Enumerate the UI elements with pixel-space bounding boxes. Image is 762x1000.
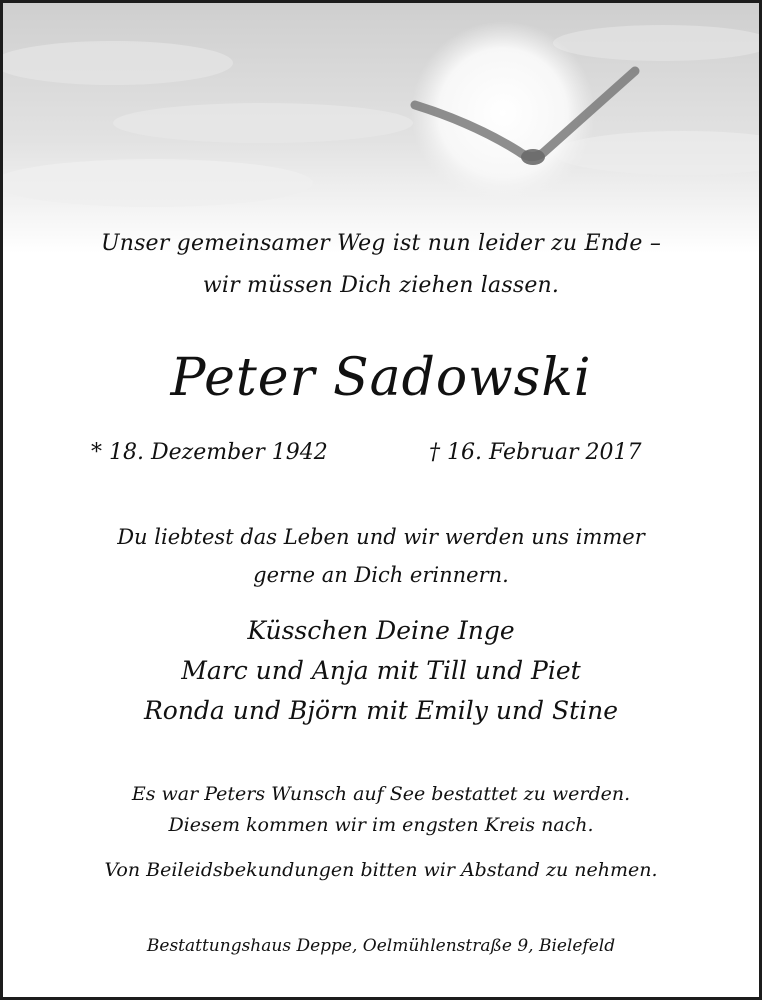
message-line-1: Du liebtest das Leben und wir werden uns immer (117, 525, 645, 549)
signer-line-1: Küsschen Deine Inge (247, 616, 515, 645)
intro-line-1: Unser gemeinsamer Weg ist nun leider zu Ende – (100, 231, 662, 256)
intro-line-2: wir müssen Dich ziehen lassen. (202, 273, 560, 298)
sky-bird-illustration (3, 3, 759, 253)
death-date: † 16. Februar 2017 (429, 440, 642, 465)
signer-line-2: Marc und Anja mit Till und Piet (181, 656, 581, 685)
notice-line-2: Diesem kommen wir im engsten Kreis nach. (168, 814, 594, 836)
funeral-home-address: Bestattungshaus Deppe, Oelmühlenstraße 9, Bielefeld (146, 936, 616, 956)
signer-line-3: Ronda und Björn mit Emily und Stine (143, 696, 619, 725)
condolence-note: Von Beileidsbekundungen bitten wir Abstand zu nehmen. (104, 859, 658, 881)
birth-date: * 18. Dezember 1942 (91, 440, 328, 465)
deceased-name: Peter Sadowski (170, 348, 592, 408)
message-line-2: gerne an Dich erinnern. (253, 563, 509, 587)
notice-line-1: Es war Peters Wunsch auf See bestattet zu werden. (131, 783, 631, 805)
